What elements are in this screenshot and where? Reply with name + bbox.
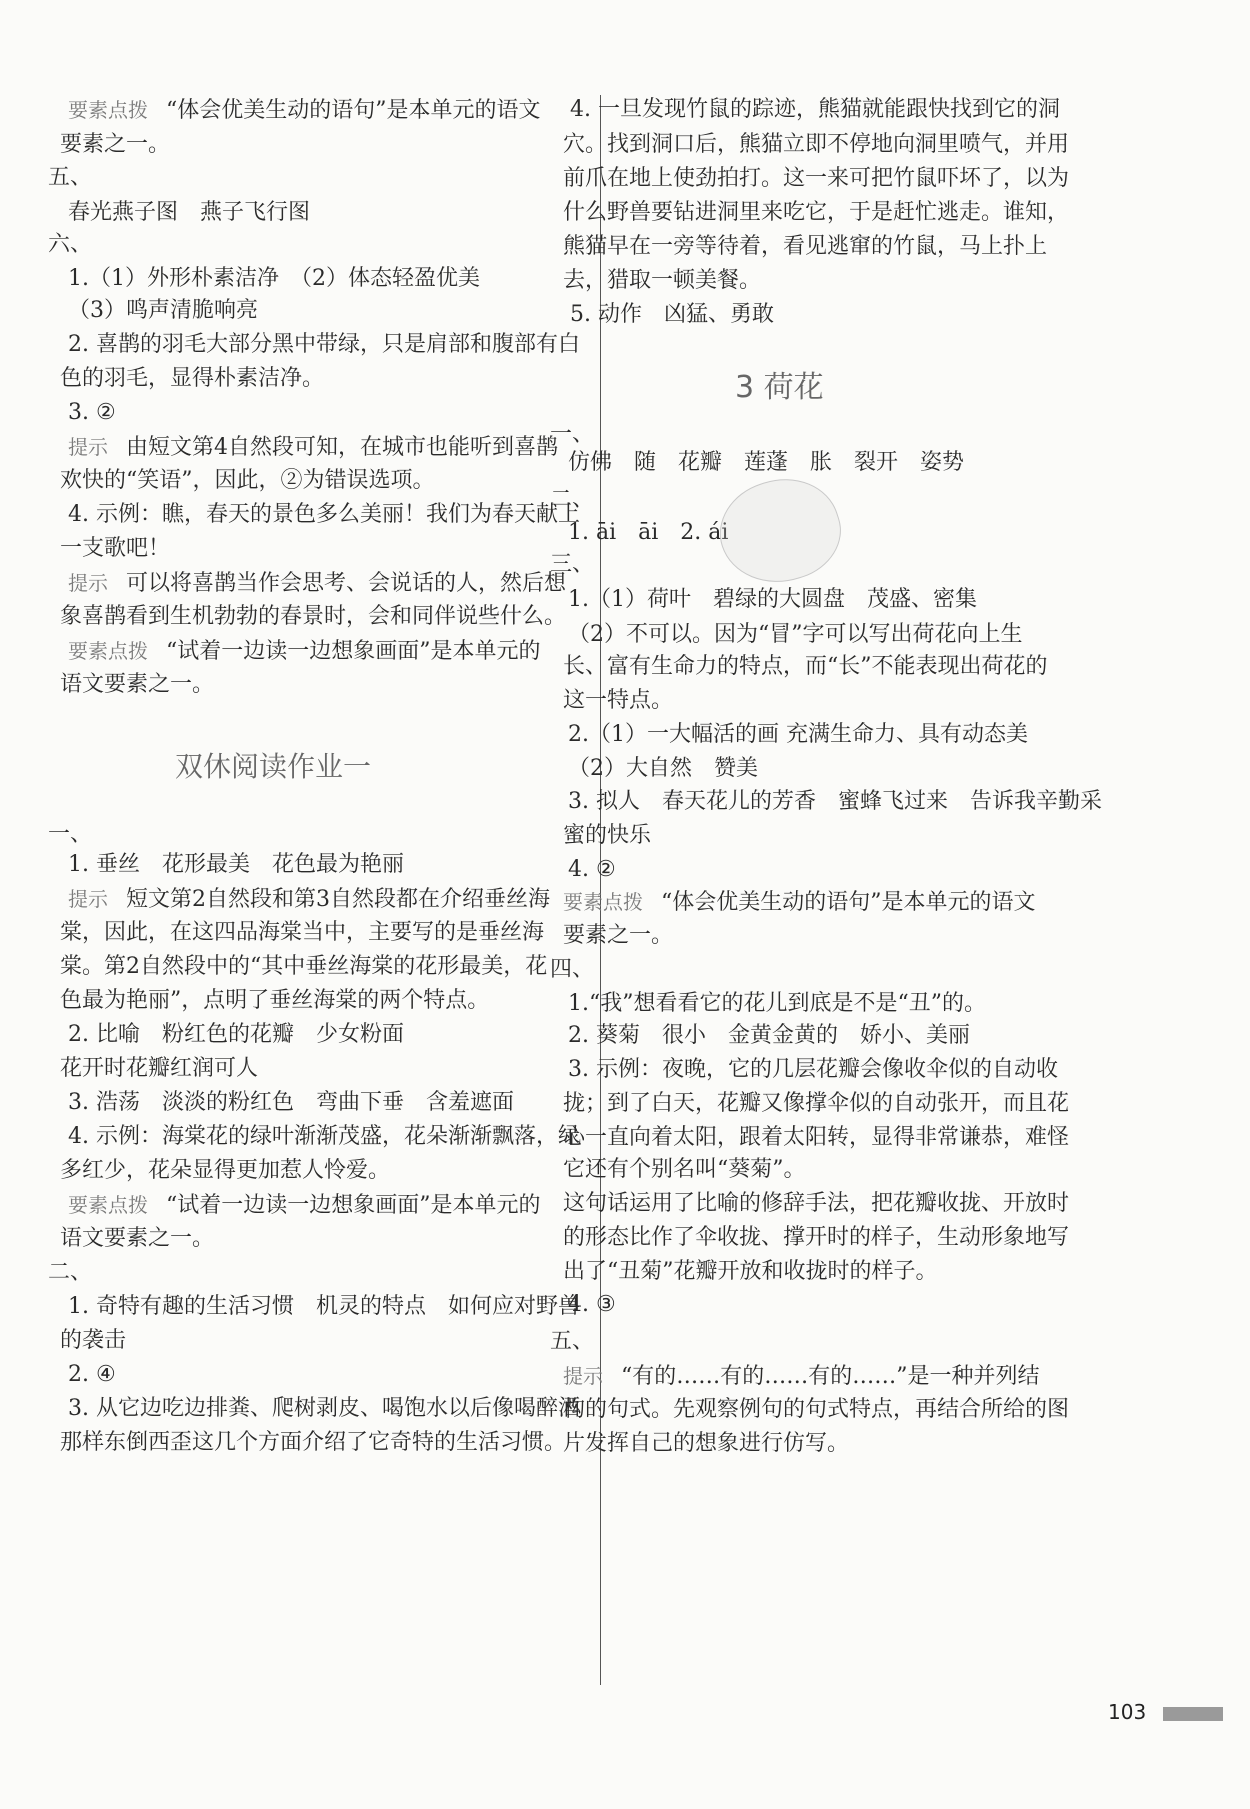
answer-line — [568, 1055, 1058, 1085]
answer-line — [563, 1089, 1069, 1119]
line-text: 2.（1）一大幅活的画 充满生命力、具有动态美 — [568, 722, 1028, 747]
line-text: 六、 — [48, 232, 93, 257]
line-text: 二、 — [550, 487, 595, 512]
line-text: “体会优美生动的语句”是本单元的语文 — [661, 890, 1036, 915]
line-text: 熊猫早在一旁等待着，看见逃窜的竹鼠，马上扑上 — [563, 234, 1048, 259]
line-text: 前爪在地上使劲拍打。这一来可把竹鼠吓坏了，以为 — [563, 166, 1070, 191]
line-text: （2）大自然 赞美 — [568, 756, 758, 781]
section-heading: 双休阅读作业一 — [175, 750, 372, 783]
line-text: 色的羽毛，显得朴素洁净。 — [60, 366, 325, 391]
answer-line — [563, 1189, 1069, 1219]
line-text: 穴。找到洞口后，熊猫立即不停地向洞里喷气，并用 — [563, 132, 1070, 157]
answer-line — [60, 466, 435, 496]
line-text: 1. 奇特有趣的生活习惯 机灵的特点 如何应对野兽 — [68, 1294, 580, 1319]
line-text: 1.（1）荷叶 碧绿的大圆盘 茂盛、密集 — [568, 587, 977, 612]
answer-line — [570, 300, 774, 330]
line-text: 长、富有生命力的特点，而“长”不能表现出荷花的 — [563, 654, 1048, 679]
hint-tag: 提示 — [563, 1364, 603, 1388]
answer-line — [48, 1258, 92, 1288]
answer-line — [68, 1360, 116, 1390]
line-text: 5. 动作 凶猛、勇敢 — [570, 302, 774, 327]
line-text: “试着一边读一边想象画面”是本单元的 — [166, 1193, 541, 1218]
hint-tag: 要素点拨 — [68, 1193, 148, 1217]
page-bar-decoration — [1163, 1707, 1223, 1721]
line-text: （2）不可以。因为“冒”字可以写出荷花向上生 — [568, 622, 1023, 647]
line-text: “有的……有的……有的……”是一种并列结 — [621, 1364, 1040, 1389]
line-text: 1. 垂丝 花形最美 花色最为艳丽 — [68, 852, 404, 877]
line-text: 棠，因此，在这四品海棠当中，主要写的是垂丝海 — [60, 920, 545, 945]
line-text: 要素之一。 — [563, 923, 674, 948]
answer-line — [563, 1223, 1069, 1253]
answer-line — [68, 296, 258, 326]
answer-line — [563, 266, 761, 296]
answer-line — [68, 568, 566, 599]
line-text: 什么野兽要钻进洞里来吃它，于是赶忙逃走。谁知， — [563, 200, 1070, 225]
answer-line — [563, 686, 673, 716]
answer-line — [68, 330, 580, 360]
line-text: 的形态比作了伞收拢、撑开时的样子，生动形象地写 — [563, 1225, 1070, 1250]
line-text: 一、 — [550, 422, 595, 447]
answer-line — [68, 264, 480, 294]
line-text: 3. 拟人 春天花儿的芳香 蜜蜂飞过来 告诉我辛勤采 — [568, 789, 1102, 814]
answer-line — [60, 918, 544, 948]
answer-line — [563, 1429, 849, 1459]
line-text: 多红少，花朵显得更加惹人怜爱。 — [60, 1158, 391, 1183]
line-text: 3. 浩荡 淡淡的粉红色 弯曲下垂 含羞遮面 — [68, 1090, 514, 1115]
answer-line — [568, 787, 1102, 817]
hint-tag: 要素点拨 — [68, 98, 148, 122]
answer-line — [550, 955, 594, 985]
hint-tag: 提示 — [68, 435, 108, 459]
answer-line — [550, 485, 594, 515]
answer-line — [563, 164, 1069, 194]
line-text: 构的句式。先观察例句的句式特点，再结合所给的图 — [563, 1397, 1070, 1422]
line-text: 2. ④ — [68, 1362, 116, 1387]
line-text: 五、 — [550, 1329, 595, 1354]
line-text: 那样东倒西歪这几个方面介绍了它奇特的生活习惯。 — [60, 1430, 567, 1455]
line-text: 象喜鹊看到生机勃勃的春景时，会和同伴说些什么。 — [60, 604, 567, 629]
line-text: 1. āi āi 2. ái — [568, 520, 729, 545]
line-text: 4. ③ — [568, 1292, 616, 1317]
answer-line — [48, 230, 92, 260]
hint-tag: 提示 — [68, 887, 108, 911]
line-text: 片发挥自己的想象进行仿写。 — [563, 1431, 850, 1456]
line-text: 蜜的快乐 — [563, 823, 652, 848]
answer-line — [568, 585, 977, 615]
line-text: 4. 示例：瞧，春天的景色多么美丽！我们为春天献上 — [68, 502, 580, 527]
answer-line — [68, 1394, 580, 1424]
answer-line — [68, 198, 310, 228]
line-text: 心一直向着太阳，跟着太阳转，显得非常谦恭，难怪 — [563, 1125, 1070, 1150]
line-text: 二、 — [48, 1260, 93, 1285]
answer-line — [568, 720, 1028, 750]
line-text: 由短文第4自然段可知，在城市也能听到喜鹊 — [126, 435, 558, 460]
answer-line — [563, 198, 1069, 228]
answer-line — [550, 420, 594, 450]
answer-line — [60, 1428, 566, 1458]
answer-line — [68, 1292, 580, 1322]
line-text: 色最为艳丽”，点明了垂丝海棠的两个特点。 — [60, 988, 490, 1013]
answer-line — [60, 1224, 214, 1254]
line-text: 3. 示例：夜晚，它的几层花瓣会像收伞似的自动收 — [568, 1057, 1058, 1082]
answer-line — [563, 1257, 938, 1287]
line-text: 棠。第2自然段中的“其中垂丝海棠的花形最美，花 — [60, 954, 548, 979]
answer-line — [60, 952, 547, 982]
line-text: 花开时花瓣红润可人 — [60, 1056, 259, 1081]
answer-line — [60, 1326, 126, 1356]
answer-line — [48, 820, 92, 850]
answer-line — [563, 1155, 806, 1185]
answer-line — [563, 887, 1036, 918]
answer-line — [68, 432, 558, 463]
answer-line — [60, 986, 489, 1016]
line-text: 2. 比喻 粉红色的花瓣 少女粉面 — [68, 1022, 404, 1047]
line-text: 三、 — [550, 552, 595, 577]
answer-line — [68, 398, 116, 428]
answer-line — [563, 821, 651, 851]
line-text: 1.（1）外形朴素洁净 （2）体态轻盈优美 — [68, 266, 480, 291]
answer-line — [68, 1020, 404, 1050]
answer-line — [48, 163, 92, 193]
answer-line — [563, 1123, 1069, 1153]
line-text: 1.“我”想看看它的花儿到底是不是“丑”的。 — [568, 991, 986, 1016]
line-text: 3. ② — [68, 400, 116, 425]
line-text: 它还有个别名叫“葵菊”。 — [563, 1157, 806, 1182]
answer-line — [563, 130, 1069, 160]
answer-line — [68, 636, 541, 667]
answer-line — [60, 1054, 258, 1084]
line-text: （3）鸣声清脆响亮 — [68, 298, 258, 323]
line-text: 4. 一旦发现竹鼠的踪迹，熊猫就能跟快找到它的洞 — [570, 97, 1060, 122]
line-text: 这一特点。 — [563, 688, 674, 713]
answer-line — [68, 1088, 514, 1118]
line-text: 五、 — [48, 165, 93, 190]
answer-line — [60, 364, 324, 394]
answer-line — [60, 534, 170, 564]
line-text: 要素之一。 — [60, 132, 171, 157]
line-text: 去，猎取一顿美餐。 — [563, 268, 762, 293]
line-text: 的袭击 — [60, 1328, 127, 1353]
line-text: 拢；到了白天，花瓣又像撑伞似的自动张开，而且花 — [563, 1091, 1070, 1116]
line-text: “体会优美生动的语句”是本单元的语文 — [166, 98, 541, 123]
line-text: 4. ② — [568, 857, 616, 882]
line-text: 一、 — [48, 822, 93, 847]
answer-line — [550, 1327, 594, 1357]
answer-line — [60, 130, 170, 160]
line-text: 短文第2自然段和第3自然段都在介绍垂丝海 — [126, 887, 550, 912]
answer-line — [568, 448, 964, 478]
line-text: 欢快的“笑语”，因此，②为错误选项。 — [60, 468, 435, 493]
line-text: 2. 喜鹊的羽毛大部分黑中带绿，只是肩部和腹部有白 — [68, 332, 580, 357]
answer-line — [563, 921, 673, 951]
answer-line — [568, 1290, 616, 1320]
section-heading: 3 荷花 — [735, 370, 824, 405]
page-number: 103 — [1108, 1700, 1147, 1724]
hint-tag: 要素点拨 — [563, 890, 643, 914]
answer-line — [568, 754, 758, 784]
answer-line — [563, 232, 1047, 262]
answer-line — [563, 1361, 1040, 1392]
stamp-icon — [707, 464, 853, 598]
line-text: 四、 — [550, 957, 595, 982]
line-text: 语文要素之一。 — [60, 672, 215, 697]
answer-line — [563, 652, 1048, 682]
line-text: 4. 示例：海棠花的绿叶渐渐茂盛，花朵渐渐飘落，绿 — [68, 1124, 580, 1149]
answer-line — [568, 620, 1023, 650]
hint-tag: 要素点拨 — [68, 639, 148, 663]
line-text: 3. 从它边吃边排粪、爬树剥皮、喝饱水以后像喝醉酒 — [68, 1396, 580, 1421]
answer-line — [60, 1156, 390, 1186]
answer-line — [68, 95, 541, 126]
line-text: 一支歌吧！ — [60, 536, 171, 561]
answer-line — [60, 602, 566, 632]
line-text: 可以将喜鹊当作会思考、会说话的人，然后想 — [126, 571, 567, 596]
line-text: 仿佛 随 花瓣 莲蓬 胀 裂开 姿势 — [568, 450, 965, 475]
line-text: 语文要素之一。 — [60, 1226, 215, 1251]
answer-line — [68, 884, 550, 915]
answer-line — [68, 850, 404, 880]
line-text: 出了“丑菊”花瓣开放和收拢时的样子。 — [563, 1259, 938, 1284]
answer-line — [568, 518, 728, 548]
answer-line — [568, 989, 986, 1019]
line-text: 春光燕子图 燕子飞行图 — [68, 200, 311, 225]
answer-line — [568, 1021, 970, 1051]
answer-line — [60, 670, 214, 700]
answer-line — [68, 500, 580, 530]
line-text: 这句话运用了比喻的修辞手法，把花瓣收拢、开放时 — [563, 1191, 1070, 1216]
answer-line — [568, 855, 616, 885]
answer-line — [68, 1190, 541, 1221]
line-text: 2. 葵菊 很小 金黄金黄的 娇小、美丽 — [568, 1023, 970, 1048]
hint-tag: 提示 — [68, 571, 108, 595]
answer-line — [550, 550, 594, 580]
line-text: “试着一边读一边想象画面”是本单元的 — [166, 639, 541, 664]
answer-line — [563, 1395, 1069, 1425]
answer-line — [570, 95, 1060, 125]
answer-line — [68, 1122, 580, 1152]
